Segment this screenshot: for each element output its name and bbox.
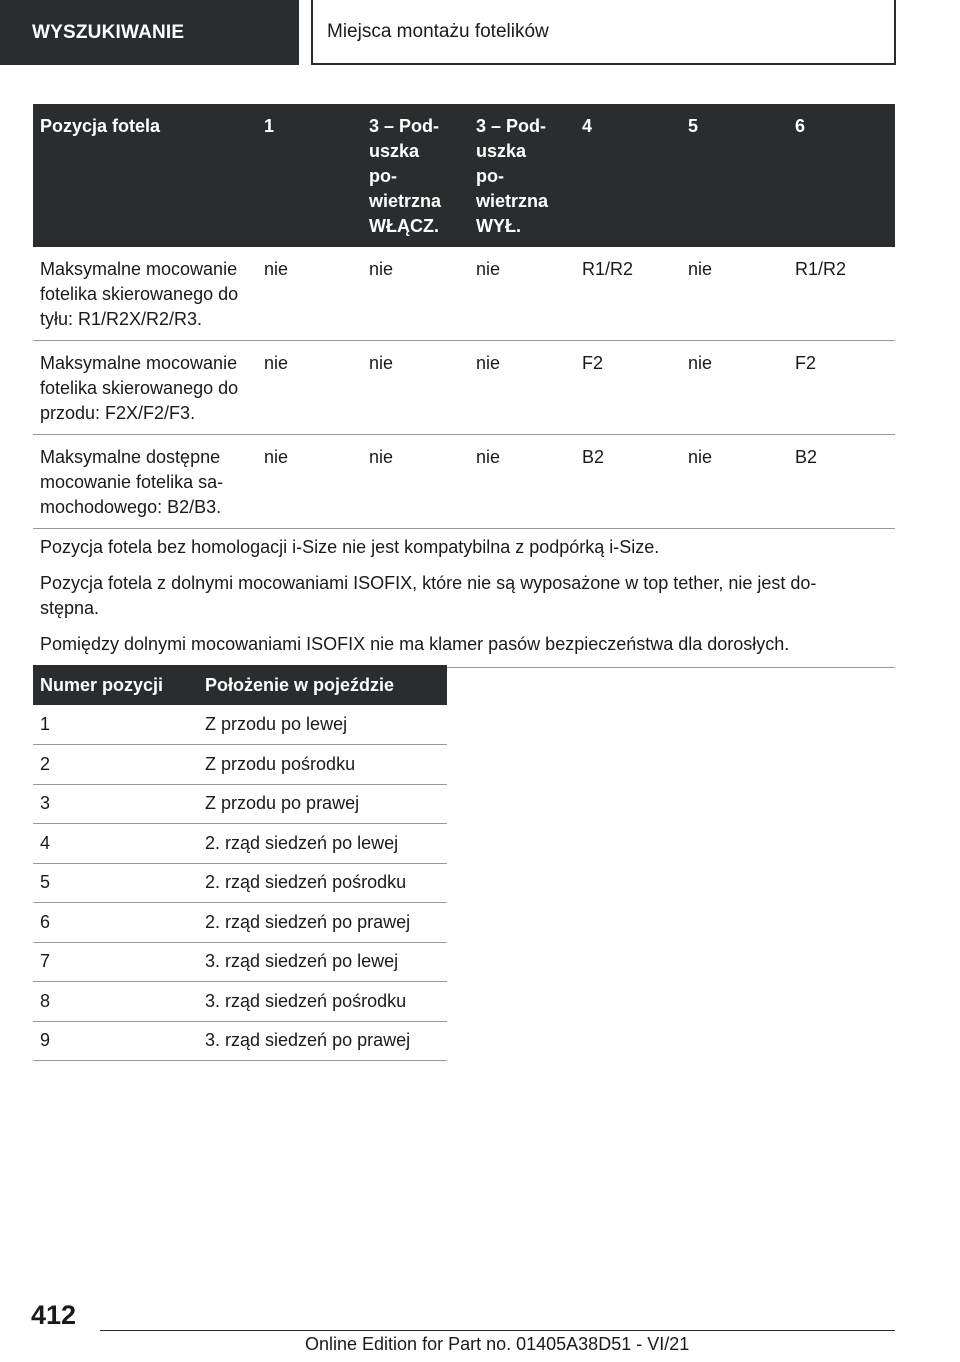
table-notes-row: [33, 529, 895, 668]
table-row: [33, 247, 895, 341]
table-cell: R1/R2: [788, 247, 895, 341]
position-location: Z przodu pośrodku: [198, 745, 447, 785]
position-location: Z przodu po prawej: [198, 784, 447, 824]
header-seat-position: Pozycja fotela: [33, 104, 257, 247]
position-number: 5: [33, 863, 198, 903]
header-position-5: 5: [681, 104, 788, 247]
table-row: [33, 942, 447, 982]
position-number: 2: [33, 745, 198, 785]
table-cell: nie: [257, 435, 362, 529]
row-label: Maksymalne dostępne mocowanie fotelika sa- mochodowego: B2/B3.: [33, 435, 257, 529]
table-cell: F2: [788, 341, 895, 435]
table-cell: nie: [257, 341, 362, 435]
table-row: [33, 903, 447, 943]
table-note: Pozycja fotela bez homologacji i-Size nie jest kompatybilna z podpórką i-Size.: [40, 537, 660, 557]
table-row: [33, 982, 447, 1022]
page-header: [0, 0, 960, 66]
seat-table-header-row: [33, 104, 895, 247]
footer-divider: [100, 1330, 895, 1331]
table-cell: nie: [469, 435, 575, 529]
position-number-table: [33, 665, 447, 1061]
position-table-header-row: [33, 665, 447, 705]
page-number: 412: [31, 1300, 77, 1330]
header-position-location: Położenie w pojeździe: [198, 665, 447, 705]
table-cell: nie: [469, 341, 575, 435]
row-label: Maksymalne mocowanie fotelika skierowanego do tyłu: R1/R2X/R2/R3.: [33, 247, 257, 341]
header-position-4: 4: [575, 104, 681, 247]
table-cell: nie: [681, 435, 788, 529]
table-cell: nie: [257, 247, 362, 341]
chapter-title-box: [311, 0, 896, 65]
position-number: 8: [33, 982, 198, 1022]
position-number: 1: [33, 705, 198, 745]
table-cell: R1/R2: [575, 247, 681, 341]
table-note: Pozycja fotela z dolnymi mocowaniami ISOFIX, które nie są wyposażone w top tether, nie jest do- stępna.: [40, 573, 817, 618]
position-location: 3. rząd siedzeń pośrodku: [198, 982, 447, 1022]
table-row: [33, 705, 447, 745]
table-row: [33, 1021, 447, 1061]
seat-position-table: [33, 104, 895, 668]
position-number: 6: [33, 903, 198, 943]
table-row: [33, 824, 447, 864]
table-cell: F2: [575, 341, 681, 435]
table-row: [33, 435, 895, 529]
table-cell: nie: [362, 247, 469, 341]
table-row: [33, 784, 447, 824]
table-cell: B2: [575, 435, 681, 529]
position-number: 9: [33, 1021, 198, 1061]
header-position-1: 1: [257, 104, 362, 247]
header-position-number: Numer pozycji: [33, 665, 198, 705]
table-cell: B2: [788, 435, 895, 529]
position-number: 4: [33, 824, 198, 864]
table-row: [33, 745, 447, 785]
header-position-6: 6: [788, 104, 895, 247]
table-row: [33, 341, 895, 435]
search-tab-label: WYSZUKIWANIE: [32, 21, 185, 43]
position-location: 2. rząd siedzeń pośrodku: [198, 863, 447, 903]
table-cell: nie: [681, 341, 788, 435]
table-cell: nie: [362, 341, 469, 435]
table-notes: [33, 529, 895, 668]
position-location: 2. rząd siedzeń po prawej: [198, 903, 447, 943]
position-location: 3. rząd siedzeń po lewej: [198, 942, 447, 982]
position-location: 2. rząd siedzeń po lewej: [198, 824, 447, 864]
position-number: 7: [33, 942, 198, 982]
table-note: Pomiędzy dolnymi mocowaniami ISOFIX nie ma klamer pasów bezpieczeństwa dla dorosłych.: [40, 634, 790, 654]
search-tab[interactable]: [0, 0, 299, 65]
position-number: 3: [33, 784, 198, 824]
chapter-title: Miejsca montażu fotelików: [327, 20, 549, 42]
row-label: Maksymalne mocowanie fotelika skierowanego do przodu: F2X/F2/F3.: [33, 341, 257, 435]
edition-footer-text: Online Edition for Part no. 01405A38D51 - VI/21: [305, 1334, 690, 1354]
position-location: 3. rząd siedzeń po prawej: [198, 1021, 447, 1061]
header-position-3-airbag-off: 3 – Pod- uszka po- wietrzna WYŁ.: [469, 104, 575, 247]
table-cell: nie: [469, 247, 575, 341]
table-cell: nie: [681, 247, 788, 341]
header-position-3-airbag-on: 3 – Pod- uszka po- wietrzna WŁĄCZ.: [362, 104, 469, 247]
position-location: Z przodu po lewej: [198, 705, 447, 745]
table-cell: nie: [362, 435, 469, 529]
table-row: [33, 863, 447, 903]
